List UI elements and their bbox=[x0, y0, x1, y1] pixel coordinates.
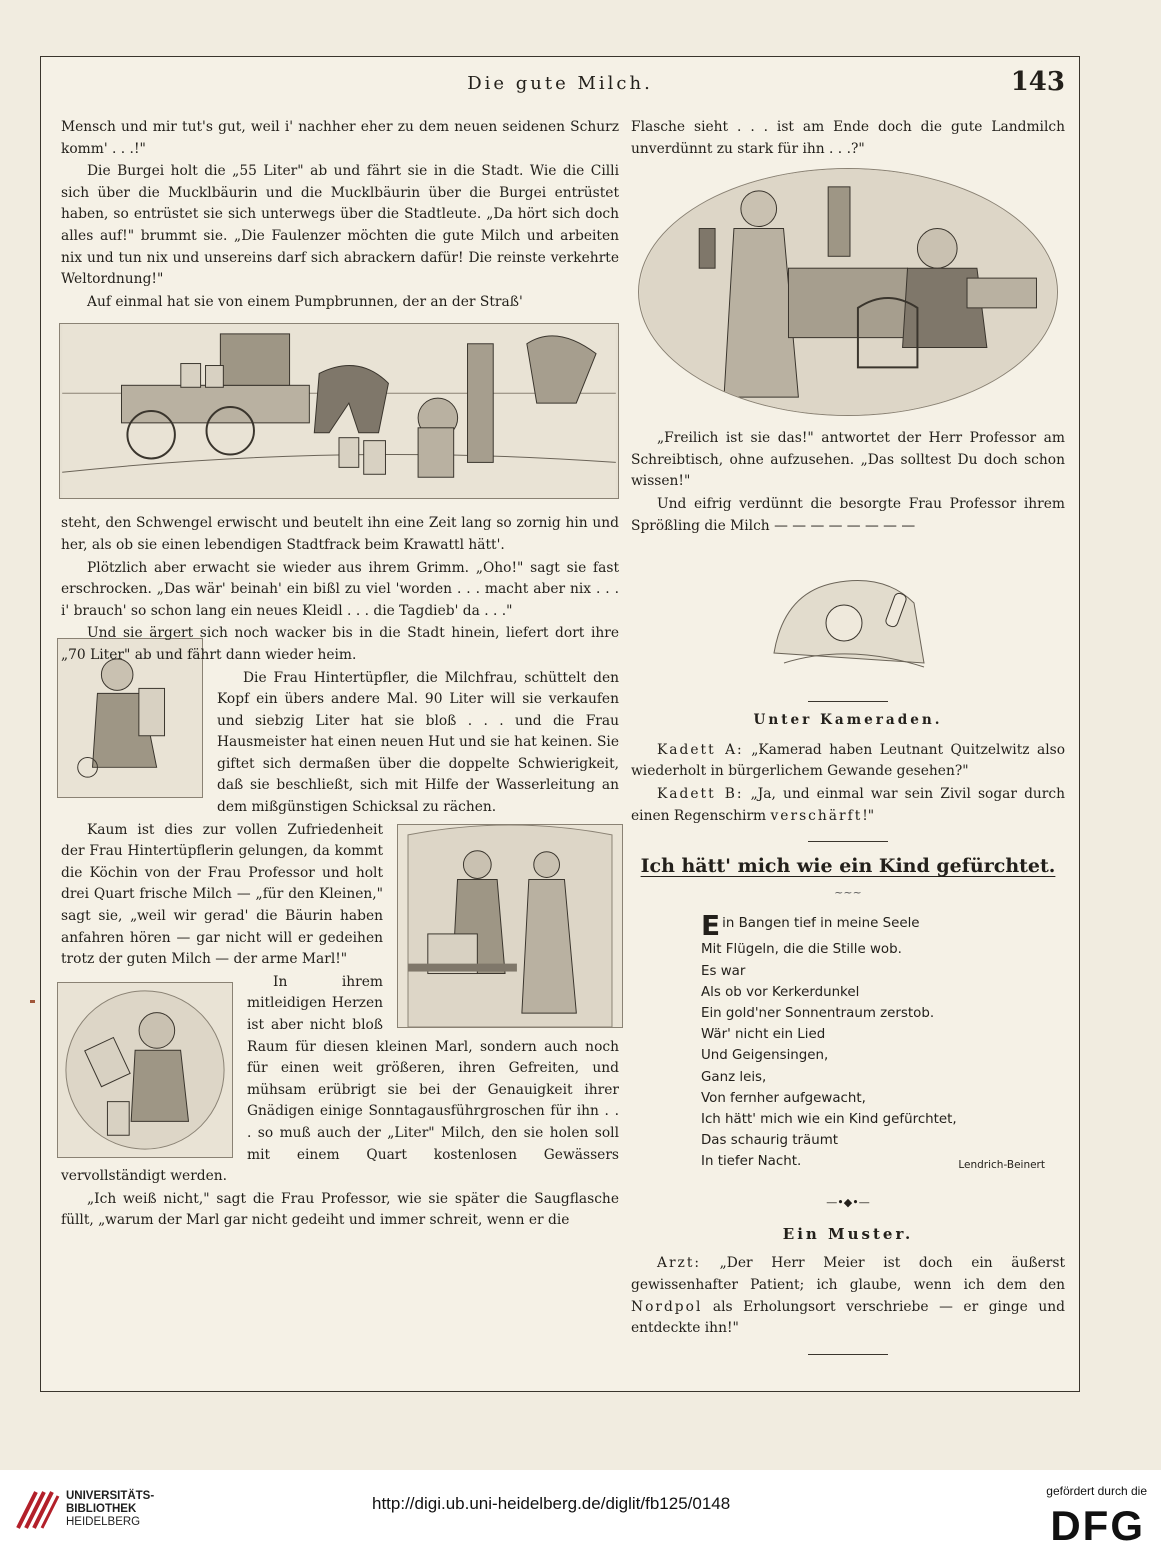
paragraph: Plötzlich aber erwacht sie wieder aus ihrem Grimm. „Oho!" sagt sie fast erschrocken. „Das wär' beinah' ein bißl zu viel 'worden . . . macht aber nix . . . i' brauch' so schon lang ein neues Kleidl . . . die Tagdieb' da . . ." bbox=[61, 559, 619, 619]
dialogue-line bbox=[631, 1253, 1065, 1339]
paragraph: Flasche sieht . . . ist am Ende doch die gute Landmilch unverdünnt zu stark für ihn . . .?" bbox=[631, 119, 1065, 157]
poem-line: Ganz leis, bbox=[701, 1069, 767, 1085]
dialogue-text: als Erholungsort verschriebe — er ginge und entdeckte ihn!" bbox=[631, 1298, 1065, 1337]
paragraph: steht, den Schwengel erwischt und beutelt ihn eine Zeit lang so zornig hin und her, als ob sie einen lebendigen Stadtfrack beim Krawattl hätt'. bbox=[61, 515, 619, 553]
section-title-unter-kameraden: Unter Kameraden. bbox=[753, 712, 943, 729]
poem-line: Und Geigensingen, bbox=[701, 1048, 829, 1064]
university-library-logo-icon[interactable] bbox=[14, 1488, 60, 1534]
cook-drawing bbox=[398, 825, 622, 1027]
magazine-page bbox=[40, 56, 1080, 1392]
illustration-pouring-maid bbox=[57, 982, 233, 1158]
paragraph: Die Burgei holt die „55 Liter" ab und fährt sie in die Stadt. Wie die Cilli sich über die Mucklbäurin und die Mucklbäurin über die Burgei entrüstet haben, so entrüstet sie sich unterwegs über die Stadtleute. „Da hört sich doch alles auf!" brummt sie. „Die Faulenzer möchten die gute Milch und arbeiten nix und tun nix und unsereins darf sich abrackern dafür! Die reinste verkehrte Weltordnung!" bbox=[61, 163, 619, 288]
paragraph: Mensch und mir tut's gut, weil i' nachher eher zu dem neuen seidenen Schurz komm' . . .!" bbox=[61, 119, 619, 157]
ornament: —•◆•— bbox=[826, 1196, 870, 1210]
sponsor-text: gefördert durch die bbox=[1046, 1484, 1147, 1498]
speaker-label: Kadett A: bbox=[657, 741, 744, 758]
paragraph: Und sie ärgert sich noch wacker bis in die Stadt hinein, liefert dort ihre „70 Liter" ab und fährt dann wieder heim. bbox=[61, 625, 619, 663]
dialogue-text: !" bbox=[862, 807, 875, 824]
dialogue-text: „Der Herr Meier ist doch ein äußerst gewissenhafter Patient; ich glaube, wenn ich dem den bbox=[631, 1255, 1065, 1293]
dfg-logo[interactable]: DFG bbox=[1050, 1502, 1145, 1549]
poem-line: Es war bbox=[701, 963, 746, 979]
poem-line: Ich hätt' mich wie ein Kind gefürchtet, bbox=[701, 1111, 957, 1127]
speaker-label: Arzt: bbox=[657, 1255, 702, 1272]
poem-line: Als ob vor Kerkerdunkel bbox=[701, 984, 860, 1000]
right-column bbox=[631, 117, 1065, 1363]
poem-author: Lendrich-Beinert bbox=[958, 1158, 1045, 1171]
poem-title: Ich hätt' mich wie ein Kind gefürchtet. bbox=[640, 855, 1056, 878]
drop-cap: E bbox=[701, 909, 721, 943]
poem-body bbox=[701, 909, 1065, 1172]
illustration-professor-study bbox=[638, 168, 1058, 416]
section-divider bbox=[808, 841, 888, 842]
page-number: 143 bbox=[1010, 67, 1065, 97]
ornament: ~~~ bbox=[834, 885, 862, 899]
paragraph: Und eifrig verdünnt die besorgte Frau Professor ihrem Sprößling die Milch — — — — — — — — bbox=[631, 495, 1065, 534]
baby-drawing bbox=[764, 563, 932, 687]
milk-cart-drawing bbox=[60, 324, 618, 498]
poem-line: Das schaurig träumt bbox=[701, 1133, 838, 1149]
section-divider bbox=[808, 701, 888, 702]
permalink-url[interactable]: http://digi.ub.uni-heidelberg.de/diglit/fb125/0148 bbox=[372, 1494, 731, 1513]
paragraph: „Ich weiß nicht," sagt die Frau Professor, wie sie später die Saugflasche füllt, „warum der Marl gar nicht gedeiht und immer schreit, wenn er die bbox=[61, 1190, 619, 1229]
section-divider bbox=[808, 1354, 888, 1355]
dialogue-text: „Kamerad haben Leutnant Quitzelwitz also wiederholt in bürgerlichem Gewande gesehen?" bbox=[631, 741, 1065, 780]
viewer-footer bbox=[0, 1470, 1161, 1557]
poem-line: Ein gold'ner Sonnentraum zerstob. bbox=[701, 1005, 935, 1021]
paragraph: Die Frau Hintertüpfler, die Milchfrau, schüttelt den Kopf ein übers andere Mal. 90 Liter will sie verkaufen und siebzig Liter hat sie bloß . . . und die Frau Hausmeister hat einen neuen Hut und sie hat keinen. Sie giftet sich dermaßen über die doppelte Schwierigkeit, daß sie beschließt, sich mit Hilfe der Wasserleitung an dem mißgünstigen Schicksal zu rächen. bbox=[217, 669, 619, 816]
paragraph: Kaum ist dies zur vollen Zufriedenheit der Frau Hintertüpflerin gelungen, da kommt die Köchin von der Frau Professor und holt drei Quart frische Milch — „für den Kleinen," sagt sie, „weil wir gerad' die Bäurin haben anfahren hören — gar nicht will er gedeihen trotz der guten Milch — der arme Marl!" bbox=[61, 821, 383, 968]
paragraph: In ihrem mitleidigen Herzen ist aber nicht bloß Raum für diesen kleinen Marl, sondern auch noch für einen weit größeren, ihren Gefreiten, und mühsam erübrigt sie bei der Genauigkeit ihrer Gnädigen einige Sonntagausführgroschen für ihn . . . so muß auch der „Liter" Milch, den sie holen soll mit einem Quart kostenlosen Gewässers vervollständigt werden. bbox=[61, 973, 619, 1185]
university-library-name[interactable]: UNIVERSITÄTS- BIBLIOTHEK HEIDELBERG bbox=[66, 1490, 155, 1528]
emphasized-word: Nordpol bbox=[631, 1298, 703, 1315]
illustration-cook-and-milkwoman bbox=[397, 824, 623, 1028]
poem-line: In tiefer Nacht. bbox=[701, 1154, 802, 1170]
paragraph: Auf einmal hat sie von einem Pumpbrunnen, der an der Straß' bbox=[87, 293, 523, 310]
section-title-ein-muster: Ein Muster. bbox=[782, 1224, 914, 1243]
illustration-milk-cart bbox=[59, 323, 619, 499]
paragraph: „Freilich ist sie das!" antwortet der Herr Professor am Schreibtisch, ohne aufzusehen. „Das solltest Du doch schon wissen!" bbox=[631, 430, 1065, 490]
emphasized-word: verschärft bbox=[770, 807, 863, 824]
study-drawing bbox=[639, 169, 1057, 415]
page-header bbox=[41, 67, 1079, 103]
dialogue-line bbox=[631, 740, 1065, 783]
margin-mark bbox=[30, 1000, 35, 1003]
dialogue-text: „Ja, und einmal war sein Zivil sogar durch einen Regenschirm bbox=[631, 785, 1066, 824]
dialogue-line bbox=[631, 784, 1065, 827]
poem-line: Von fernher aufgewacht, bbox=[701, 1090, 866, 1106]
speaker-label: Kadett B: bbox=[657, 785, 744, 802]
poem-line: Wär' nicht ein Lied bbox=[701, 1027, 826, 1043]
illustration-baby-in-bed bbox=[764, 563, 932, 687]
maid-drawing bbox=[58, 983, 232, 1157]
left-column bbox=[61, 117, 619, 1233]
poem-line: Mit Flügeln, die die Stille wob. bbox=[701, 942, 902, 958]
running-title: Die gute Milch. bbox=[467, 73, 653, 94]
poem-line: Ein Bangen tief in meine Seele bbox=[701, 909, 920, 943]
